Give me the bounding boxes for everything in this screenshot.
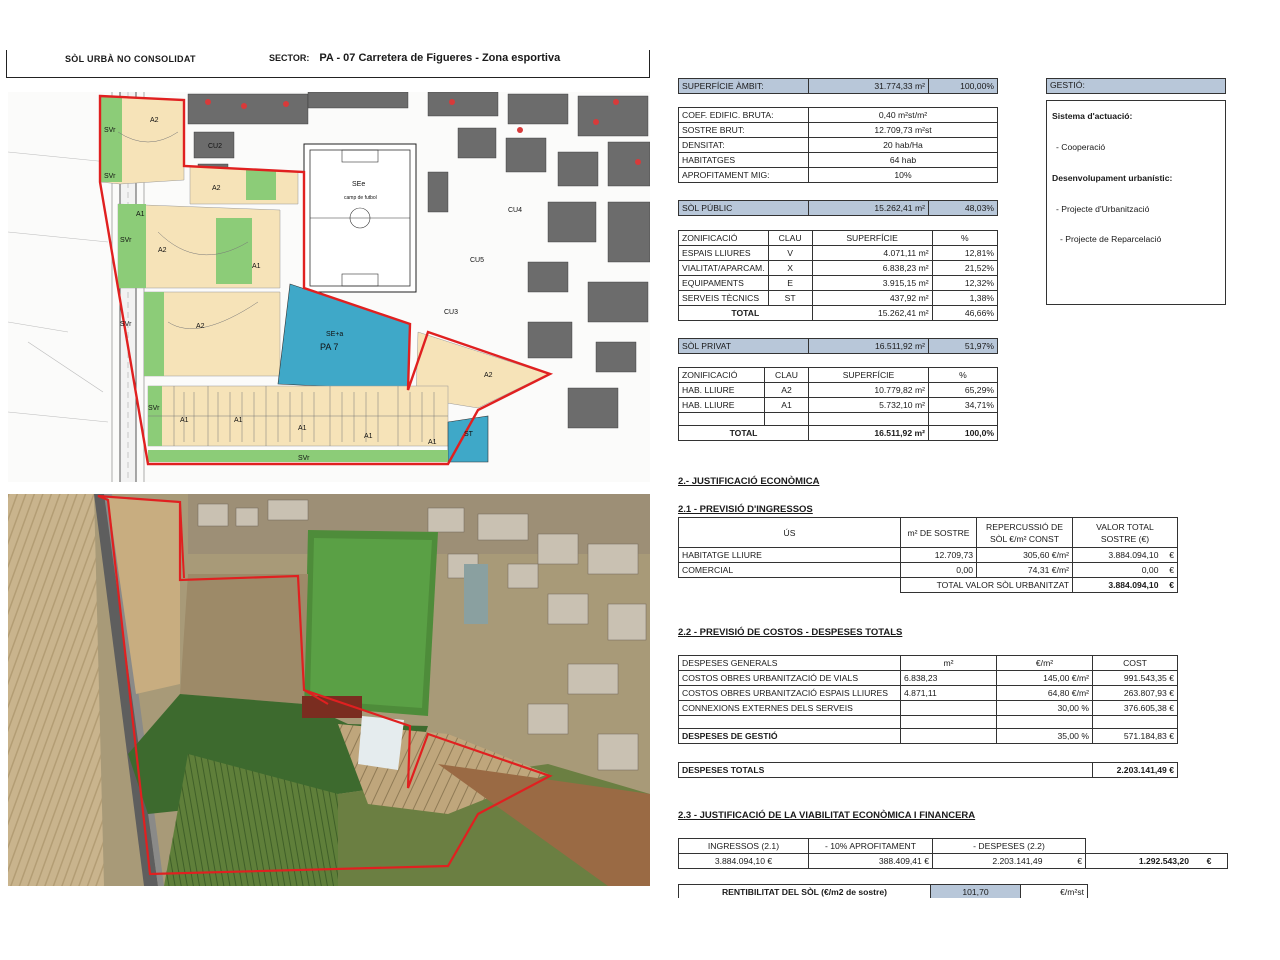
coef-table xyxy=(678,107,998,183)
cell: COSTOS OBRES URBANITZACIÓ DE VIALS xyxy=(679,671,901,686)
table-row xyxy=(679,291,998,306)
cell: 6.838,23 m² xyxy=(812,261,932,276)
coef-label: DENSITAT: xyxy=(679,138,809,153)
cell: 388.409,41 € xyxy=(809,854,933,869)
cell: HAB. LLIURE xyxy=(679,383,765,398)
cell: € xyxy=(1162,548,1178,563)
total-currency: € xyxy=(1162,578,1178,593)
total-value: 16.511,92 m² xyxy=(809,426,929,441)
coef-label: HABITATGES xyxy=(679,153,809,168)
sector-header xyxy=(6,50,650,78)
coef-value: 0,40 m²st/m² xyxy=(809,108,998,123)
cell: 3.884.094,10 € xyxy=(679,854,809,869)
cell: ST xyxy=(768,291,812,306)
sol-privat-table xyxy=(678,338,998,354)
cell: 6.838,23 xyxy=(901,671,997,686)
rentabilitat-row xyxy=(678,884,1088,898)
rentabilitat-value: 101,70 xyxy=(931,885,1021,899)
superficie-label: SUPERFÍCIE ÀMBIT: xyxy=(679,79,809,94)
coef-label: COEF. EDIFIC. BRUTA: xyxy=(679,108,809,123)
despeses-totals-table xyxy=(678,762,1178,778)
superficie-table xyxy=(678,78,998,94)
table-row xyxy=(679,563,1178,578)
rep-header-line: REPERCUSSIÓ DE xyxy=(986,521,1063,532)
col-header: SUPERFÍCIE xyxy=(809,368,929,383)
cell: A2 xyxy=(765,383,809,398)
zoning-plan-svg xyxy=(8,92,650,482)
ingressos-table xyxy=(678,517,1178,593)
zone-label: A2 xyxy=(150,117,159,124)
cell xyxy=(901,701,997,716)
pa7-label: PA 7 xyxy=(320,342,339,352)
cell: 34,71% xyxy=(929,398,998,413)
viabilitat-table xyxy=(678,838,1228,869)
cell: 991.543,35 € xyxy=(1093,671,1178,686)
cu-label: CU2 xyxy=(208,143,223,150)
cell: 376.605,38 € xyxy=(1093,701,1178,716)
coef-value: 64 hab xyxy=(809,153,998,168)
col-header xyxy=(1073,518,1178,548)
viabilitat-result xyxy=(1086,854,1228,869)
cell: VIALITAT/APARCAM. xyxy=(679,261,769,276)
rentabilitat-label: RENTIBILITAT DEL SÒL (€/m2 de sostre) xyxy=(679,885,931,899)
cell: 437,92 m² xyxy=(812,291,932,306)
total-pct: 100,0% xyxy=(929,426,998,441)
cell: € xyxy=(1162,563,1178,578)
col-header: % xyxy=(929,368,998,383)
field-sub-label: camp de futbol xyxy=(344,195,377,201)
superficie-pct: 100,00% xyxy=(929,79,998,94)
green-label: SVr xyxy=(120,237,132,244)
cell: 3.884.094,10 xyxy=(1073,548,1162,563)
total-label: TOTAL xyxy=(679,426,809,441)
coef-value: 10% xyxy=(809,168,998,183)
cell: A1 xyxy=(765,398,809,413)
col-header: €/m² xyxy=(997,656,1093,671)
cell: 4.071,11 m² xyxy=(812,246,932,261)
table-row xyxy=(679,383,998,398)
table-row xyxy=(679,261,998,276)
green-label: SVr xyxy=(104,127,116,134)
coef-value: 12.709,73 m²st xyxy=(809,123,998,138)
cu-label: CU4 xyxy=(508,207,523,214)
sol-public-value: 15.262,41 m² xyxy=(809,201,929,216)
zonificacio-public-table xyxy=(678,230,998,321)
st-label: ST xyxy=(464,431,473,438)
table-row xyxy=(679,701,1178,716)
total-row xyxy=(679,426,998,441)
sol-public-label: SÒL PÚBLIC xyxy=(679,201,809,216)
rentabilitat-unit: €/m²st xyxy=(1021,885,1088,899)
soil-type-label: SÒL URBÀ NO CONSOLIDAT xyxy=(65,54,196,64)
aerial-photo-svg xyxy=(8,494,650,886)
total-pct: 46,66% xyxy=(932,306,997,321)
cell: ESPAIS LLIURES xyxy=(679,246,769,261)
cell: € xyxy=(1046,854,1086,869)
cu-label: CU5 xyxy=(470,257,485,264)
zone-label: A1 xyxy=(136,211,145,218)
zone-label: A2 xyxy=(158,247,167,254)
gestio-cost-label: DESPESES DE GESTIÓ xyxy=(679,729,901,744)
superficie-value: 31.774,33 m² xyxy=(809,79,929,94)
sol-privat-label: SÒL PRIVAT xyxy=(679,339,809,354)
empty-row xyxy=(679,716,1178,729)
cell: COSTOS OBRES URBANITZACIÓ ESPAIS LLIURES xyxy=(679,686,901,701)
cu-label: CU3 xyxy=(444,309,459,316)
zone-label: A1 xyxy=(234,417,243,424)
sol-public-table xyxy=(678,200,998,216)
aerial-photo xyxy=(8,494,650,886)
table-row xyxy=(679,548,1178,563)
empty-row xyxy=(679,413,998,426)
sector-title xyxy=(269,52,560,64)
cell: 30,00 % xyxy=(997,701,1093,716)
cell: 145,00 €/m² xyxy=(997,671,1093,686)
cell: 0,00 xyxy=(901,563,977,578)
cell: EQUIPAMENTS xyxy=(679,276,769,291)
total-label: TOTAL VALOR SÒL URBANITZAT xyxy=(901,578,1073,593)
zone-label: A1 xyxy=(180,417,189,424)
col-header xyxy=(977,518,1073,548)
gestio-cost-value: 571.184,83 € xyxy=(1093,729,1178,744)
table-row xyxy=(679,398,998,413)
col-header: INGRESSOS (2.1) xyxy=(679,839,809,854)
col-header: m² xyxy=(901,656,997,671)
table-row xyxy=(679,246,998,261)
col-header: ZONIFICACIÓ xyxy=(679,368,765,383)
sistema-label: Sistema d'actuació: xyxy=(1052,111,1133,121)
cell: 1,38% xyxy=(932,291,997,306)
pa7-code-label: SE+a xyxy=(326,331,344,338)
cell: CONNEXIONS EXTERNES DELS SERVEIS xyxy=(679,701,901,716)
green-label: SVr xyxy=(298,455,310,462)
sector-label: SECTOR: xyxy=(269,53,310,63)
coef-label: SOSTRE BRUT: xyxy=(679,123,809,138)
despeses-totals-label: DESPESES TOTALS xyxy=(679,763,1093,778)
field-code-label: SEe xyxy=(352,181,366,188)
total-value: 3.884.094,10 xyxy=(1073,578,1162,593)
col-header: CLAU xyxy=(768,231,812,246)
col-header: m² DE SOSTRE xyxy=(901,518,977,548)
col-header: ZONIFICACIÓ xyxy=(679,231,769,246)
gestio-header: GESTIÓ: xyxy=(1046,78,1226,94)
cell: 10.779,82 m² xyxy=(809,383,929,398)
total-value: 15.262,41 m² xyxy=(812,306,932,321)
gestio-cost-row xyxy=(679,729,1178,744)
rentabilitat-table xyxy=(678,884,1088,898)
cell: 4.871,11 xyxy=(901,686,997,701)
col-header: CLAU xyxy=(765,368,809,383)
cell: 65,29% xyxy=(929,383,998,398)
val-header-line: SOSTRE (€) xyxy=(1100,533,1150,544)
section-title: 2.2 - PREVISIÓ DE COSTOS - DESPESES TOTALS xyxy=(678,627,903,638)
cell: 2.203.141,49 xyxy=(933,854,1046,869)
cell: 64,80 €/m² xyxy=(997,686,1093,701)
cell: 12,81% xyxy=(932,246,997,261)
zonificacio-privat-table xyxy=(678,367,998,441)
col-header: - DESPESES (2.2) xyxy=(933,839,1086,854)
result-value: 1.292.543,20 xyxy=(1138,856,1189,866)
zoning-plan-map xyxy=(8,92,650,482)
col-header: COST xyxy=(1093,656,1178,671)
table-row xyxy=(679,671,1178,686)
table-row xyxy=(679,276,998,291)
gestio-cost-pct: 35,00 % xyxy=(997,729,1093,744)
cell: 12,32% xyxy=(932,276,997,291)
rep-header-line: SÒL €/m² CONST xyxy=(990,533,1059,544)
zone-label: A1 xyxy=(428,439,437,446)
section-title: 2.3 - JUSTIFICACIÓ DE LA VIABILITAT ECONÒMICA I FINANCERA xyxy=(678,810,976,821)
col-header: % xyxy=(932,231,997,246)
cell: HABITATGE LLIURE xyxy=(679,548,901,563)
val-header-line: VALOR TOTAL xyxy=(1096,521,1154,532)
cell: 74,31 €/m² xyxy=(977,563,1073,578)
zone-label: A1 xyxy=(252,263,261,270)
gestio-panel xyxy=(1046,100,1226,305)
cell: 305,60 €/m² xyxy=(977,548,1073,563)
sistema-value: - Cooperació xyxy=(1056,142,1106,152)
total-label: TOTAL xyxy=(679,306,813,321)
sector-name: PA - 07 Carretera de Figueres - Zona esportiva xyxy=(319,52,561,64)
section-title: 2.1 - PREVISIÓ D'INGRESSOS xyxy=(678,504,813,515)
cell: V xyxy=(768,246,812,261)
desenvolupament-label: Desenvolupament urbanístic: xyxy=(1052,173,1173,183)
sol-privat-value: 16.511,92 m² xyxy=(809,339,929,354)
cell: X xyxy=(768,261,812,276)
zone-label: A2 xyxy=(484,372,493,379)
green-label: SVr xyxy=(104,173,116,180)
zone-label: A1 xyxy=(298,425,307,432)
green-label: SVr xyxy=(148,405,160,412)
col-header: SUPERFÍCIE xyxy=(812,231,932,246)
result-currency: € xyxy=(1206,856,1212,866)
section-title: 2.- JUSTIFICACIÓ ECONÒMICA xyxy=(678,476,820,487)
total-row xyxy=(679,578,1178,593)
col-header: DESPESES GENERALS xyxy=(679,656,901,671)
despeses-totals-value: 2.203.141,49 € xyxy=(1093,763,1178,778)
cell: SERVEIS TÈCNICS xyxy=(679,291,769,306)
cell: HAB. LLIURE xyxy=(679,398,765,413)
zone-label: A2 xyxy=(212,185,221,192)
green-label: SVr xyxy=(120,321,132,328)
coef-value: 20 hab/Ha xyxy=(809,138,998,153)
zone-label: A1 xyxy=(364,433,373,440)
desenvolupament-item: - Projecte d'Urbanització xyxy=(1056,204,1150,214)
costos-table xyxy=(678,655,1178,744)
cell: 21,52% xyxy=(932,261,997,276)
col-header: ÚS xyxy=(679,518,901,548)
cell: 5.732,10 m² xyxy=(809,398,929,413)
sol-public-pct: 48,03% xyxy=(929,201,998,216)
zone-label: A2 xyxy=(196,323,205,330)
total-row xyxy=(679,306,998,321)
sol-privat-pct: 51,97% xyxy=(929,339,998,354)
coef-label: APROFITAMENT MIG: xyxy=(679,168,809,183)
cell: 3.915,15 m² xyxy=(812,276,932,291)
table-row xyxy=(679,686,1178,701)
cell: E xyxy=(768,276,812,291)
cell: 0,00 xyxy=(1073,563,1162,578)
cell: 263.807,93 € xyxy=(1093,686,1178,701)
cell: COMERCIAL xyxy=(679,563,901,578)
cell: 12.709,73 xyxy=(901,548,977,563)
col-header: - 10% APROFITAMENT xyxy=(809,839,933,854)
table-row xyxy=(679,854,1228,869)
desenvolupament-item: - Projecte de Reparcelació xyxy=(1060,234,1162,244)
